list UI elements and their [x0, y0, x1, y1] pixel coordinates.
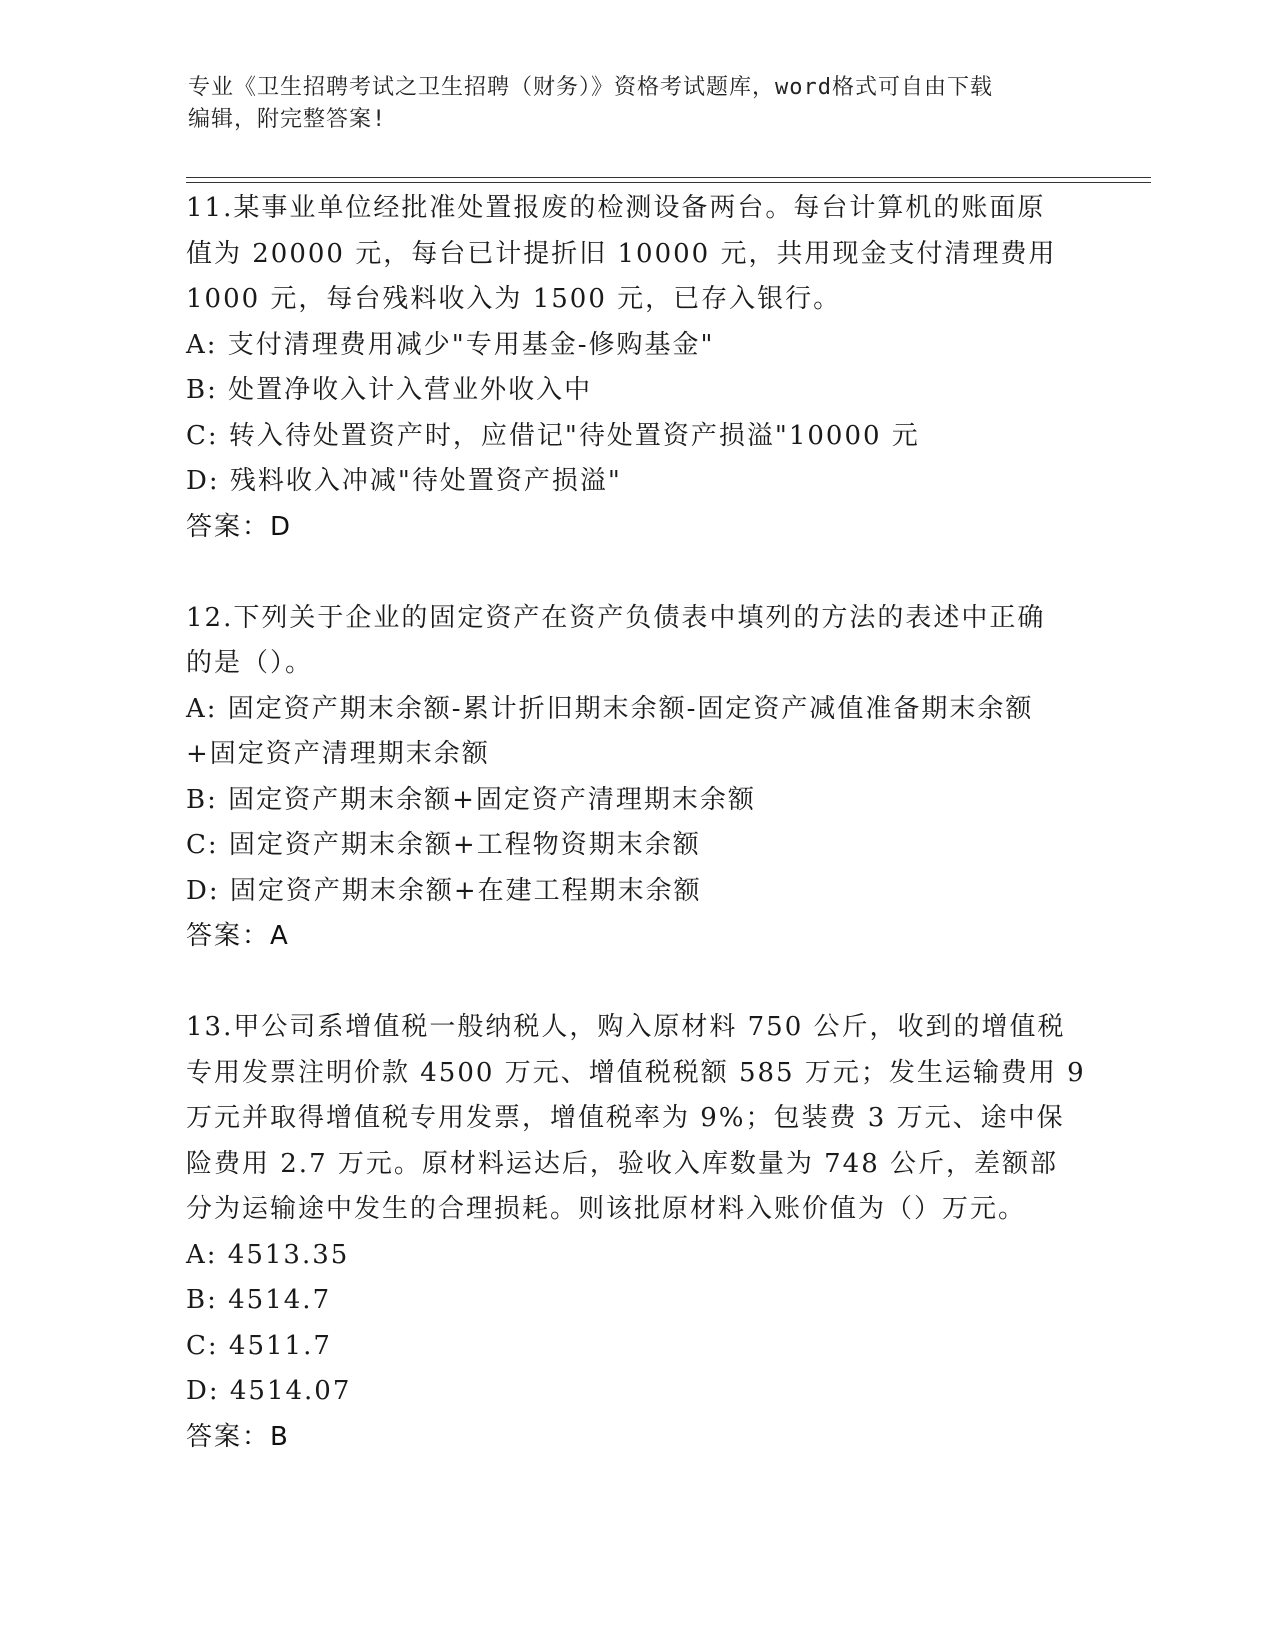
question-stem-line: 值为 20000 元，每台已计提折旧 10000 元，共用现金支付清理费用 — [186, 238, 1057, 269]
question-12 — [186, 596, 1086, 960]
option-a: A: 支付清理费用减少"专用基金-修购基金" — [186, 329, 715, 360]
question-stem-line: 1000 元，每台残料收入为 1500 元，已存入银行。 — [186, 284, 842, 314]
option-b: B: 处置净收入计入营业外收入中 — [186, 375, 593, 405]
question-list — [186, 186, 1086, 1460]
question-stem-line: 分为运输途中发生的合理损耗。则该批原材料入账价值为（）万元。 — [186, 1194, 1027, 1224]
option-b: B: 固定资产期末余额+固定资产清理期末余额 — [186, 784, 756, 815]
question-stem-line: 11.某事业单位经批准处置报废的检测设备两台。每台计算机的账面原 — [186, 193, 1046, 223]
option-c: C: 固定资产期末余额+工程物资期末余额 — [186, 830, 701, 860]
header-line-2: 编辑，附完整答案! — [188, 107, 387, 132]
question-13 — [186, 1005, 1086, 1460]
answer-label: 答案：D — [186, 511, 293, 542]
option-a-continued: +固定资产清理期末余额 — [186, 739, 490, 769]
question-11 — [186, 186, 1086, 550]
question-stem-line: 13.甲公司系增值税一般纳税人，购入原材料 750 公斤，收到的增值税 — [186, 1012, 1066, 1042]
answer-label: 答案：B — [186, 1421, 290, 1452]
option-d: D: 4514.07 — [186, 1376, 352, 1406]
option-d: D: 残料收入冲减"待处置资产损溢" — [186, 466, 622, 496]
question-spacer — [186, 960, 1086, 1006]
header-divider — [186, 177, 1151, 183]
question-spacer — [186, 550, 1086, 596]
option-a: A: 固定资产期末余额-累计折旧期末余额-固定资产减值准备期末余额 — [186, 693, 1034, 724]
header-line-1: 专业《卫生招聘考试之卫生招聘（财务）》资格考试题库，word格式可自由下载 — [188, 75, 993, 100]
option-a: A: 4513.35 — [186, 1239, 350, 1270]
question-stem-line: 万元并取得增值税专用发票，增值税率为 9%；包装费 3 万元、途中保 — [186, 1103, 1065, 1133]
option-c: C: 转入待处置资产时，应借记"待处置资产损溢"10000 元 — [186, 420, 920, 451]
option-c: C: 4511.7 — [186, 1330, 332, 1361]
option-b: B: 4514.7 — [186, 1285, 332, 1315]
option-d: D: 固定资产期末余额+在建工程期末余额 — [186, 875, 702, 906]
question-stem-line: 专用发票注明价款 4500 万元、增值税税额 585 万元；发生运输费用 9 — [186, 1057, 1086, 1088]
question-stem-line: 12.下列关于企业的固定资产在资产负债表中填列的方法的表述中正确 — [186, 602, 1046, 633]
document-header — [188, 72, 1068, 136]
question-stem-line: 险费用 2.7 万元。原材料运达后，验收入库数量为 748 公斤，差额部 — [186, 1148, 1059, 1179]
question-stem-line: 的是（）。 — [186, 648, 314, 678]
answer-label: 答案：A — [186, 921, 290, 951]
